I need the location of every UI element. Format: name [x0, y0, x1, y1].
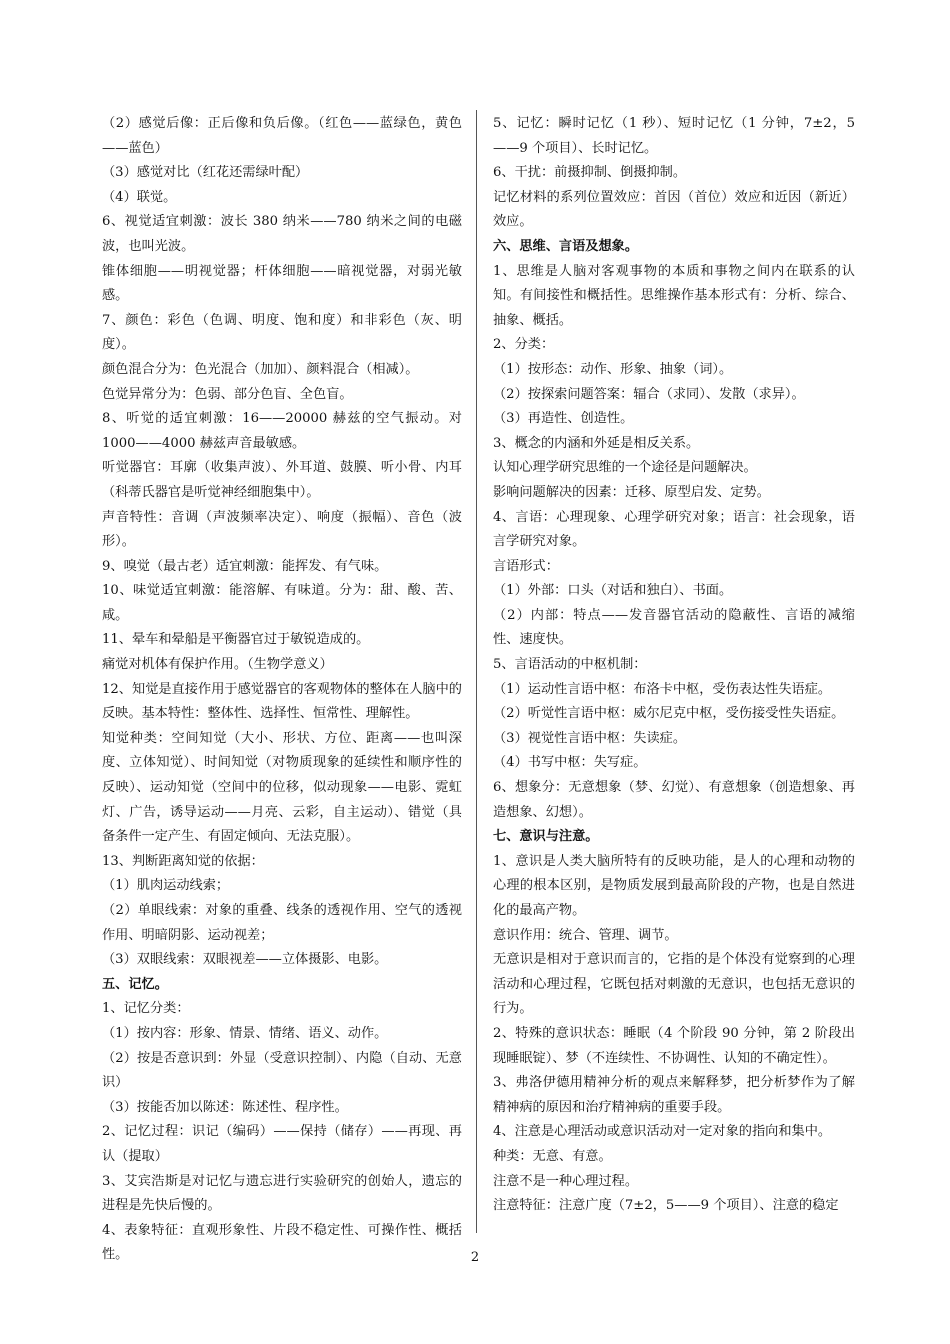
paragraph: 言语形式： [493, 558, 559, 574]
paragraph: （1）外部：口头（对话和独白）、书面。 [493, 583, 733, 599]
paragraph: （1）按内容：形象、情景、情绪、语义、动作。 [102, 1025, 388, 1041]
paragraph: （2）按探索问题答案：辐合（求同）、发散（求异）。 [493, 386, 805, 402]
paragraph: （1）肌肉运动线索； [102, 878, 230, 894]
section-heading: 五、记忆。 [102, 976, 168, 992]
paragraph: 认知心理学研究思维的一个途径是问题解决。 [493, 460, 757, 476]
paragraph: 痛觉对机体有保护作用。（生物学意义） [102, 657, 333, 673]
paragraph: 听觉器官：耳廓（收集声波）、外耳道、鼓膜、听小骨、内耳（科蒂氏器官是听觉神经细胞集中）。 [102, 460, 462, 500]
paragraph: （2）内部：特点——发音器官活动的隐蔽性、言语的减缩性、速度快。 [493, 607, 855, 648]
paragraph: （2）听觉性言语中枢：威尔尼克中枢，受伤接受性失语症。 [493, 706, 845, 722]
page-number: 2 [470, 1250, 480, 1265]
paragraph: 锥体细胞——明视觉器；杆体细胞——暗视觉器，对弱光敏感。 [102, 263, 462, 304]
paragraph: （3）双眼线索：双眼视差——立体摄影、电影。 [102, 952, 388, 968]
paragraph: 5、记忆：瞬时记忆（1 秒）、短时记忆（1 分钟，7±2，5——9 个项目）、长时记忆。 [493, 116, 855, 156]
paragraph: 8、听觉的适宜刺激：16——20000 赫兹的空气振动。对 1000——4000 赫兹声音最敏感。 [102, 411, 462, 451]
paragraph: 4、注意是心理活动或意识活动对一定对象的指向和集中。 [493, 1124, 832, 1140]
paragraph: 2、特殊的意识状态：睡眠（4 个阶段 90 分钟，第 2 阶段出现睡眠锭）、梦（不连续性、不协调性、认知的不确定性）。 [493, 1025, 855, 1066]
paragraph: 注意特征：注意广度（7±2，5——9 个项目）、注意的稳定 [493, 1198, 839, 1214]
paragraph: 11、晕车和晕船是平衡器官过于敏锐造成的。 [102, 632, 370, 648]
paragraph: 6、干扰：前摄抑制、倒摄抑制。 [493, 165, 687, 181]
paragraph: 6、视觉适宜刺激：波长 380 纳米——780 纳米之间的电磁波，也叫光波。 [102, 214, 462, 254]
paragraph: 3、艾宾浩斯是对记忆与遗忘进行实验研究的创始人，遗忘的进程是先快后慢的。 [102, 1173, 462, 1214]
paragraph: （2）单眼线索：对象的重叠、线条的透视作用、空气的透视作用、明暗阴影、运动视差； [102, 903, 462, 943]
paragraph: （1）运动性言语中枢：布洛卡中枢，受伤表达性失语症。 [493, 681, 832, 697]
paragraph: 4、言语：心理现象、心理学研究对象；语言：社会现象，语言学研究对象。 [493, 509, 855, 550]
paragraph: （3）视觉性言语中枢：失读症。 [493, 730, 687, 746]
paragraph: （4）联觉。 [102, 189, 177, 205]
paragraph: 无意识是相对于意识而言的，它指的是个体没有觉察到的心理活动和心理过程，它既包括对刺激的无意识，也包括无意识的行为。 [493, 952, 855, 1017]
paragraph: 颜色混合分为：色光混合（加加）、颜料混合（相减）。 [102, 361, 419, 377]
paragraph: 12、知觉是直接作用于感觉器官的客观物体的整体在人脑中的反映。基本特性：整体性、选择性、恒常性、理解性。 [102, 681, 462, 722]
paragraph: 10、味觉适宜刺激：能溶解、有味道。分为：甜、酸、苦、咸。 [102, 583, 462, 623]
paragraph: 声音特性：音调（声波频率决定）、响度（振幅）、音色（波形）。 [102, 509, 462, 550]
paragraph: 2、分类： [493, 337, 555, 353]
paragraph: 注意不是一种心理过程。 [493, 1173, 639, 1189]
paragraph: （3）再造性、创造性。 [493, 411, 634, 427]
left-column [102, 112, 462, 1268]
paragraph: 影响问题解决的因素：迁移、原型启发、定势。 [493, 484, 770, 500]
paragraph: 2、记忆过程：识记（编码）——保持（储存）——再现、再认（提取） [102, 1124, 462, 1164]
paragraph: 1、思维是人脑对客观事物的本质和事物之间内在联系的认知。有间接性和概括性。思维操作基本形式有：分析、综合、抽象、概括。 [493, 263, 855, 328]
paragraph: 5、言语活动的中枢机制： [493, 657, 647, 673]
paragraph: 种类：无意、有意。 [493, 1148, 612, 1164]
section-heading: 六、思维、言语及想象。 [493, 238, 639, 254]
paragraph: 6、想象分：无意想象（梦、幻觉）、有意想象（创造想象、再造想象、幻想）。 [493, 780, 855, 820]
paragraph: 知觉种类：空间知觉（大小、形状、方位、距离——也叫深度、立体知觉）、时间知觉（对物质现象的延续性和顺序性的反映）、运动知觉（空间中的位移，似动现象——电影、霓虹灯、广告，诱导运动——月亮、云彩，自主运动）、错觉（具备条件一定产生、有固定倾向、无法克服）。 [102, 730, 462, 845]
paragraph: 7、颜色：彩色（色调、明度、饱和度）和非彩色（灰、明度）。 [102, 312, 462, 353]
paragraph: （1）按形态：动作、形象、抽象（词）。 [493, 361, 733, 377]
paragraph: 色觉异常分为：色弱、部分色盲、全色盲。 [102, 386, 353, 402]
paragraph: （2）按是否意识到：外显（受意识控制）、内隐（自动、无意识） [102, 1050, 462, 1091]
paragraph: （2）感觉后像：正后像和负后像。（红色——蓝绿色，黄色——蓝色） [102, 116, 462, 156]
paragraph: （4）书写中枢：失写症。 [493, 755, 647, 771]
paragraph: （3）按能否加以陈述：陈述性、程序性。 [102, 1099, 348, 1115]
paragraph: 1、记忆分类： [102, 1001, 190, 1017]
column-divider [476, 110, 477, 1233]
paragraph: 13、判断距离知觉的依据： [102, 853, 264, 869]
paragraph: 3、弗洛伊德用精神分析的观点来解释梦，把分析梦作为了解精神病的原因和治疗精神病的重要手段。 [493, 1075, 855, 1115]
section-heading: 七、意识与注意。 [493, 829, 599, 845]
paragraph: 1、意识是人类大脑所特有的反映功能，是人的心理和动物的心理的根本区别，是物质发展到最高阶段的产物，也是自然进化的最高产物。 [493, 853, 855, 918]
paragraph: （3）感觉对比（红花还需绿叶配） [102, 165, 309, 181]
paragraph: 3、概念的内涵和外延是相反关系。 [493, 435, 700, 451]
paragraph: 4、表象特征：直观形象性、片段不稳定性、可操作性、概括性。 [102, 1222, 462, 1263]
paragraph: 意识作用：统合、管理、调节。 [493, 927, 678, 943]
right-column [493, 112, 855, 1219]
paragraph: 记忆材料的系列位置效应：首因（首位）效应和近因（新近）效应。 [493, 189, 855, 230]
paragraph: 9、嗅觉（最古老）适宜刺激：能挥发、有气味。 [102, 558, 388, 574]
